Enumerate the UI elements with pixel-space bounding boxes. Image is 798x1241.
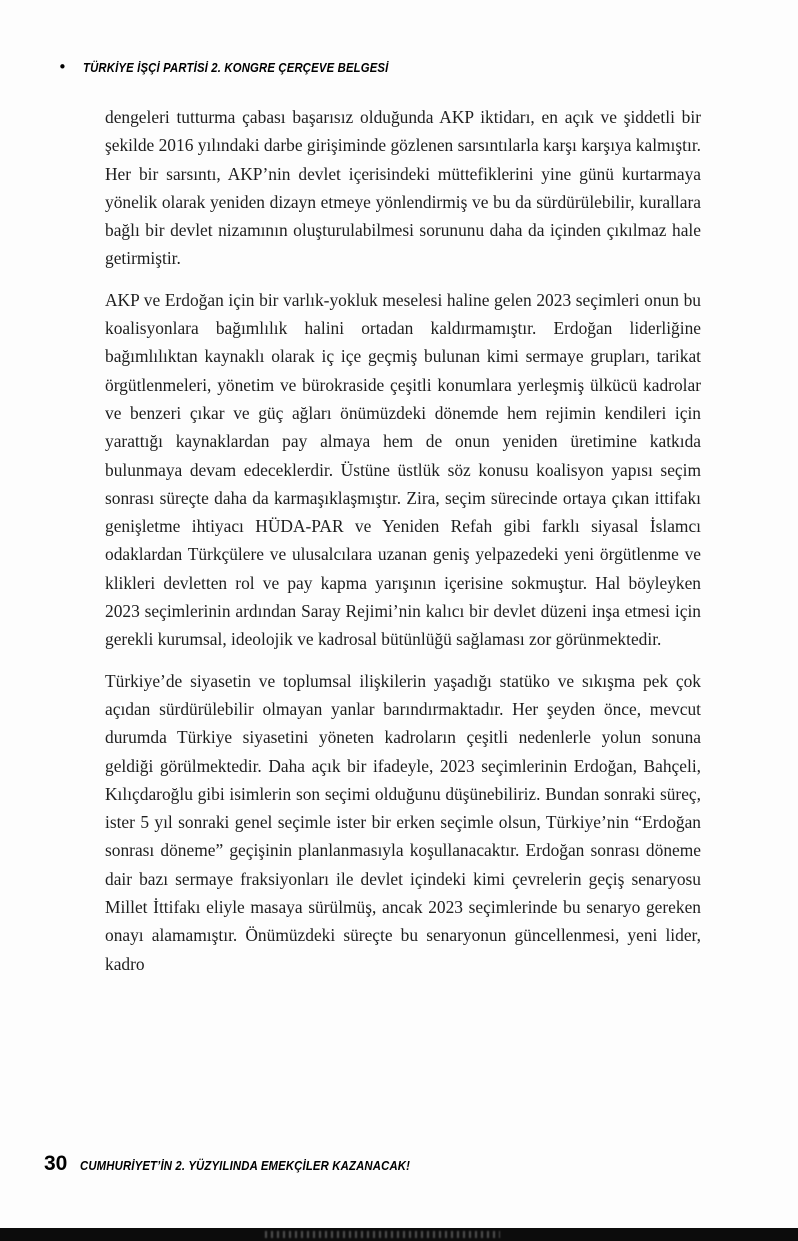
bullet-icon: • bbox=[58, 58, 67, 76]
paragraph: dengeleri tutturma çabası başarısız olduğunda AKP iktidarı, en açık ve şiddetli bir şekilde 2016 yılındaki darbe girişiminde gözlenen sarsıntılarla karşı karşıya kalmıştır. Her bir sarsıntı, AKP’nin devlet içerisindeki müttefiklerini yine günü kurtarmaya yönelik olarak yeniden dizayn etmeye yönlendirmiş ve bu da sürdürülebilir, kurallara bağlı bir devlet nizamının oluşturulabilmesi sorununu daha da içinden çıkılmaz hale getirmiştir. bbox=[105, 107, 701, 269]
header-title: TÜRKİYE İŞÇİ PARTİSİ 2. KONGRE ÇERÇEVE BELGESİ bbox=[82, 60, 389, 75]
footer-slogan: CUMHURİYET’İN 2. YÜZYILINDA EMEKÇİLER KAZANACAK! bbox=[80, 1158, 411, 1173]
paragraph: AKP ve Erdoğan için bir varlık-yokluk meselesi haline gelen 2023 seçimleri onun bu koalisyonlara bağımlılık halini ortadan kaldırmamıştır. Erdoğan liderliğine bağımlılıktan kaynaklı olarak iç içe geçmiş bulunan kimi sermaye grupları, tarikat örgütlenmeleri, yönetim ve bürokraside çeşitli konumlara yerleşmiş ülkücü kadrolar ve benzeri çıkar ve güç ağları önümüzdeki dönemde hem rejimin kendileri için yarattığı kaynaklardan pay almaya hem de onun yeniden üretimine katkıda bulunmaya devam edeceklerdir. Üstüne üstlük söz konusu koalisyon yapısı seçim sonrası süreçte daha da karmaşıklaşmıştır. Zira, seçim sürecinde ortaya çıkan ittifakı genişletme ihtiyacı HÜDA-PAR ve Yeniden Refah gibi farklı siyasal İslamcı odaklardan Türkçülere ve ulusalcılara uzanan geniş yelpazedeki yeni örgütlenme ve klikleri devletten rol ve pay kapma yarışının içerisine sokmuştur. Hal böyleyken 2023 seçimlerinin ardından Saray Rejimi’nin kalıcı bir devlet düzeni inşa etmesi için gerekli kurumsal, ideolojik ve kadrosal bütünlüğü sağlaması zor görünmektedir. bbox=[105, 289, 701, 650]
body-text bbox=[105, 103, 701, 991]
page-number: 30 bbox=[44, 1152, 68, 1175]
running-footer bbox=[44, 1152, 460, 1176]
next-page-edge bbox=[0, 1228, 798, 1241]
next-page-text-blur bbox=[265, 1231, 500, 1238]
paragraph: Türkiye’de siyasetin ve toplumsal ilişkilerin yaşadığı statüko ve sıkışma pek çok açıdan sürdürülebilir olmayan yanlar barındırmaktadır. Her şeyden önce, mevcut durumda Türkiye siyasetini yöneten kadroların çeşitli nedenlerle yolun sonuna geldiği görülmektedir. Daha açık bir ifadeyle, 2023 seçimlerinin Erdoğan, Bahçeli, Kılıçdaroğlu gibi isimlerin son seçimi olduğunu düşünebiliriz. Bundan sonraki süreç, ister 5 yıl sonraki genel seçimle ister bir erken seçimle olsun, Türkiye’nin “Erdoğan sonrası döneme” geçişinin planlanmasıyla koşullanacaktır. Erdoğan sonrası döneme dair bazı sermaye fraksiyonları ile devlet içindeki kimi çevrelerin geçiş senaryosu Millet İttifakı eliyle masaya sürülmüş, ancak 2023 seçimlerinde bu senaryo gereken onayı alamamıştır. Önümüzdeki süreçte bu senaryonun güncellenmesi, yeni lider, kadro bbox=[105, 670, 701, 974]
running-header bbox=[58, 60, 434, 75]
